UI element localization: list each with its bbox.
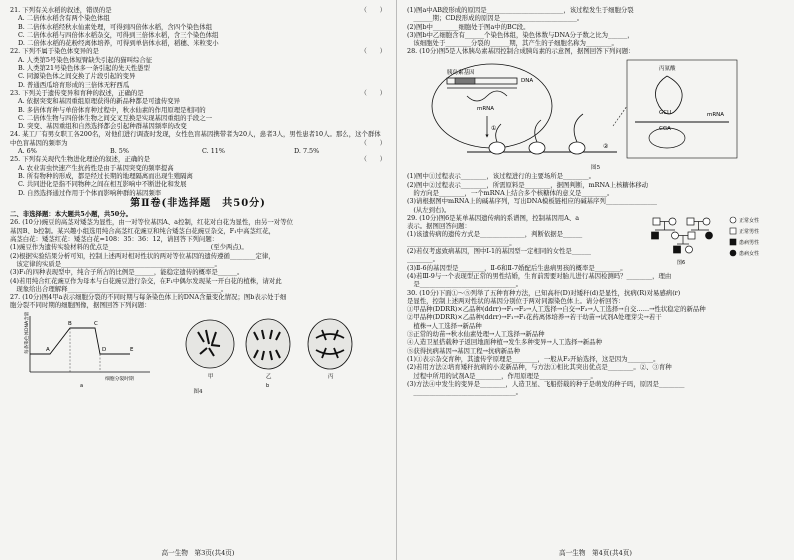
question-line: ________________________________。: [407, 388, 523, 397]
question-line: 胞分裂不同时期的细胞图像，据图回答下列问题：: [10, 301, 151, 310]
option: C. 二倍体水稻与四倍体水稻杂交，可得到三倍体水稻，含三个染色体组: [18, 30, 219, 39]
anticodon-label: GCU: [659, 109, 672, 116]
process-2-marker: ②: [603, 142, 609, 150]
option: B. 所有物种的形成，都是经过长期的地理隔离而出现生殖隔离: [18, 171, 193, 180]
cell-label-yi: 乙: [266, 373, 272, 380]
question-line: (2)图中②过程表示________，所需原料是________，据图判断，mRNA上核糖体移动: [407, 180, 649, 189]
question-line: 基因B、b控制。某兴趣小组选用纯合高茎红花豌豆和纯合矮茎白花豌豆杂交，F₁中高茎红花，: [10, 226, 276, 235]
y-axis-label-text: 每条染色体DNA含量: [25, 311, 30, 354]
panel-label-a: a: [80, 382, 84, 389]
mrna-label-nucleus: mRNA: [477, 105, 495, 112]
question-22: [10, 47, 386, 88]
insulin-gene-label: 胰岛素基因: [447, 69, 475, 76]
option: D. 二倍体水稻的花粉经离体培养，可得到单倍体水稻，稻穗、米粒变小: [18, 39, 219, 48]
answer-bracket: （ ）: [360, 88, 386, 97]
question-line: (4)若用纯合红花豌豆作为母本与白花豌豆进行杂交，在F₁中偶尔发现某一开白花的植株，请对此: [10, 276, 282, 285]
legend-normal-male: 正常男性: [739, 228, 760, 235]
legend-affected-female: 患病女性: [739, 250, 760, 257]
question-line: ⑤获得抗病基因→基因工程→抗病新品种: [407, 346, 520, 355]
figure-4-graphic: [10, 310, 387, 390]
legend-normal-female: 正常女性: [739, 217, 760, 224]
option: D. 突变、基因重组和自然选择都会引起种群基因频率的改变: [18, 122, 187, 131]
option: C. 同源染色体之间交换了片段引起的变异: [18, 72, 136, 81]
point-label-d: D: [102, 346, 107, 353]
option: C. 二倍体生物与四倍体生物之间交叉互换是实现基因重组的手段之一: [18, 113, 213, 122]
question-line: (2)图b中________细胞处于图a中的BC段。: [407, 22, 530, 31]
question-line: 现象给出合理解释________________________________________________。: [10, 284, 228, 293]
dna-content-graph: [23, 311, 150, 389]
panel-label-b: b: [266, 382, 270, 389]
question-line: 26. (10分)豌豆的高茎对矮茎为显性，由一对等位基因A、a控制，红花对白花为显性，由另一对等位: [10, 218, 293, 227]
option: C. 共同进化是指不同物种之间在相互影响中不断进化和发展: [18, 180, 187, 189]
question-line: ①甲品种(DDRR)×乙品种(ddrr)→F₁→F₂→人工选择→自交→F₃→人工选择→自交……→性状稳定的新品种: [407, 305, 706, 314]
process-1-marker: ①: [491, 124, 497, 132]
point-label-e: E: [130, 346, 134, 353]
question-line: (1)豌豆作为遗传实验材料的优点是________________________________(至少两点)。: [10, 243, 248, 252]
question-23: [10, 89, 386, 130]
legend-affected-male: 患病男性: [739, 239, 760, 246]
answer-bracket: （ ）: [360, 138, 386, 147]
question-line: 过程中所用的试剂A是________，作用原理是________________。: [407, 371, 597, 380]
question-line: 该定律的实质是________________________________________________。: [10, 259, 221, 268]
question-line: (从左到右)。: [407, 205, 451, 214]
answer-bracket: （ ）: [360, 47, 386, 56]
question-stem: 22. 下列不属于染色体变异的是: [10, 47, 99, 56]
pedigree-chart: [647, 214, 787, 266]
cell-images: [186, 319, 352, 389]
question-line: 是显性，控制上述两对性状的基因分别位于两对同源染色体上。请分析回答：: [407, 296, 625, 305]
question-line: 该细胞处于________分裂的______期，其产生的子细胞名称为________。: [407, 39, 618, 48]
question-line: (3)图b中乙细胞含有______个染色体组，染色体数与DNA分子数之比为______，: [407, 30, 634, 39]
question-line: 30. (10分)下面①～⑤列举了五种育种方法，已知高秆(D)对矮秆(d)是显性，抗病(R)对易感病(r): [407, 288, 681, 297]
question-28: [407, 47, 784, 55]
question-line: (1)①表示杂交育种，其遗传学原理是________，一般从F₂开始选择，这是因为________。: [407, 354, 660, 363]
dna-label: DNA: [521, 77, 534, 84]
question-line: 表示。据图回答问题：: [407, 222, 471, 231]
question-line: ③正常的幼苗→秋水仙素处理→人工选择→新品种: [407, 330, 545, 339]
question-21: [10, 6, 386, 47]
question-line: (2)根据实验结果分析可知，控制上述两对相对性状的两对等位基因的遗传遵循________定律，: [10, 251, 275, 260]
question-line: (3)方法④中发生的变异是________，人造卫星、飞船搭载的种子是萌发的种子吗，原因是________: [407, 379, 685, 388]
figure-5: [407, 56, 784, 173]
question-line: (1)图中①过程表示________，该过程进行的主要场所是________。: [407, 172, 595, 181]
section-title: 第Ⅱ卷(非选择题 共50分): [130, 197, 266, 209]
page-footer: 高一生物 第4页(共4页): [559, 548, 632, 557]
question-line: 高茎白花：矮茎红花：矮茎白花=108：35：36：12，请回答下列问题：: [10, 235, 219, 244]
answer-bracket: （ ）: [360, 155, 386, 164]
question-30: [407, 289, 784, 397]
question-stem: 21. 下列有关水稻的叙述，错误的是: [10, 6, 112, 14]
question-line: 的方向是________，一个mRNA上结合多个核糖体的意义是________。: [407, 188, 614, 197]
question-line: ______期；CD段形成的原因是________________________。: [407, 14, 584, 23]
question-line: 植株→人工选择→新品种: [407, 321, 482, 330]
option: B. 二倍体水稻经秋水仙素处理，可得到四倍体水稻，含四个染色体组: [18, 22, 213, 31]
question-24: [10, 130, 386, 155]
question-stem: 24. 某工厂有男女职工各200名，对他们进行调查时发现，女性色盲基因携带者为20人，患者3人，男性患者10人。那么，这个群体中色盲基因的频率为: [10, 130, 381, 147]
option: B. 5%: [110, 147, 129, 156]
question-line: (4)若Ⅲ-9与一个表现型正常的男性结婚，生育前需要对胎儿进行基因检测吗？________，理由: [407, 271, 672, 280]
point-label-a: A: [46, 346, 50, 353]
figure-4: [10, 310, 386, 397]
figure-5-graphic: [407, 56, 784, 168]
option: A. 农业害虫快速产生抗药性是由于基因突变的频率提高: [18, 163, 174, 172]
question-29: [407, 214, 784, 289]
option: A. 依据突变和基因重组原理获得的新品种都是可遗传变异: [18, 97, 181, 106]
option: A. 二倍体水稻含有两个染色体组: [18, 14, 110, 23]
figure-caption: 图4: [193, 388, 203, 395]
question-line: (1)图a中AB段形成的原因是________________________，该过程发生于细胞分裂: [407, 6, 634, 14]
alanine-label: 丙氨酸: [659, 65, 676, 72]
section-note: 二、非选择题：本大题共5小题，共50分。: [10, 210, 132, 219]
question-25: [10, 155, 386, 196]
question-line: 是______________________________。: [407, 280, 523, 289]
option: A. 6%: [18, 147, 37, 156]
question-28-continued: [407, 172, 784, 213]
cell-label-jia: 甲: [208, 373, 214, 380]
option: D. 普通西瓜培育形成的三倍体无籽西瓜: [18, 80, 130, 89]
exam-page-4: [397, 0, 794, 560]
option: D. 自然选择通过作用于个体而影响种群的基因频率: [18, 188, 162, 197]
question-stem: 23. 下列关于遗传变异和育种的叙述，正确的是: [10, 88, 144, 97]
question-line: (2)若用方法②培育矮秆抗病的小麦新品种，与方法①相比其突出优点是________。②、③育种: [407, 363, 672, 372]
question-line: (2)若仅考虑致病基因，图中Ⅰ-1的基因型一定相同的女性是______: [407, 247, 591, 256]
figure-caption: 图5: [590, 165, 601, 172]
question-line: (3)Ⅱ-6的基因型是________，Ⅱ-6和Ⅱ-7婚配后生患病男孩的概率是________。: [407, 263, 627, 272]
question-26: [10, 218, 386, 293]
option: B. 人类第21号染色体多一条引起的先天性愚型: [18, 64, 150, 73]
point-label-b: B: [68, 320, 72, 327]
question-stem: 25. 下列有关现代生物进化理论的叙述，正确的是: [10, 155, 151, 164]
question-line: 29. (10分)图6是某单基因遗传病的系谱图，控制基因用A、a: [407, 213, 580, 222]
x-axis-label: 细胞分裂时期: [105, 376, 134, 382]
option: B. 多倍体育种与单倍体育种过程中，秋水仙素的作用原理是相同的: [18, 105, 206, 114]
question-27: [10, 293, 386, 310]
question-line: (3)F₁的四种表现型中，纯合子所占的比例是______，能稳定遗传的概率是______。: [10, 268, 244, 277]
page-footer: 高一生物 第3页(共4页): [161, 548, 235, 557]
question-line: 28. (10分)图5是人体胰岛素基因控制合成胰岛素的示意图，据图回答下列问题：: [407, 47, 635, 56]
question-line: (3)请根据图中mRNA上的碱基序列，写出DNA模板链相应的碱基序列________________: [407, 197, 657, 206]
cell-label-bing: 丙: [328, 373, 334, 380]
question-line: ②甲品种(DDRR)×乙品种(ddrr)→F₁→F₁花药离体培养→若干幼苗→试剂A处理芽尖→若干: [407, 313, 662, 322]
option: C. 11%: [202, 147, 225, 156]
question-line: (1)该遗传病的遗传方式是______________，判断依据是______: [407, 230, 583, 239]
codon-label: CGA: [659, 125, 671, 132]
question-line: ________________________________。: [407, 238, 516, 247]
answer-bracket: （ ）: [360, 6, 386, 14]
figure-caption: 图6: [677, 259, 686, 266]
point-label-c: C: [94, 320, 98, 327]
question-line: ④人造卫星搭载种子返回地面种植→发生多种变异→人工选择→新品种: [407, 338, 603, 347]
option: D. 7.5%: [294, 147, 320, 156]
question-line: ________。: [407, 255, 439, 264]
question-line: 27. (10分)图4甲a表示细胞分裂的不同时期与每条染色体上的DNA含量变化情况；图b表示处于细: [10, 293, 287, 302]
option: A. 人类第5号染色体短臂缺失引起的猫叫综合征: [18, 55, 153, 64]
mrna-label-cytoplasm: mRNA: [707, 111, 725, 118]
figure-6: [647, 214, 787, 268]
question-27-continued: [407, 6, 784, 47]
